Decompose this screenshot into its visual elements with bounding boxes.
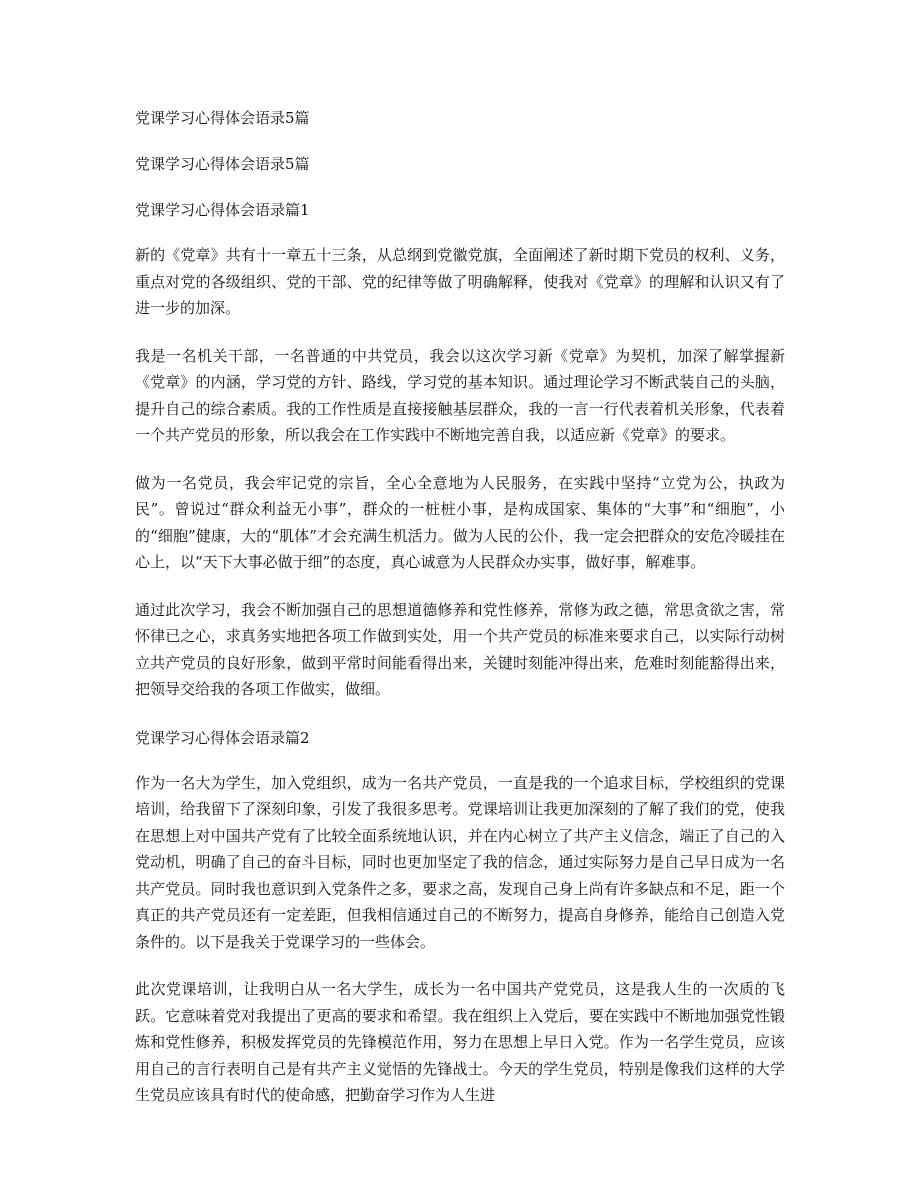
- section-2-paragraph-2: 此次党课培训，让我明白从一名大学生，成长为一名中国共产党党员，这是我人生的一次质的飞跃。它意味着党对我提出了更高的要求和希望。我在组织上入党后，要在实践中不断地加强党性锻炼和党性修养，积极发挥党员的先锋模范作用，努力在思想上早日入党。作为一名学生党员，应该用自己的言行表明自己是有共产主义觉悟的先锋战士。今天的学生党员，特别是像我们这样的大学生党员应该具有时代的使命感，把勤奋学习作为人生进: [135, 980, 785, 1104]
- section-1-paragraph-4: 通过此次学习，我会不断加强自己的思想道德修养和党性修养，常修为政之德，常思贪欲之害，常怀律已之心，求真务实地把各项工作做到实处，用一个共产党员的标准来要求自己，以实际行动树立共产党员的良好形象，做到平常时间能看得出来，关键时刻能冲得出来，危难时刻能豁得出来，把领导交给我的各项工作做实，做细。: [135, 600, 785, 698]
- document-page: [135, 104, 785, 1130]
- section-1-heading: 党课学习心得体会语录篇1: [135, 201, 310, 219]
- section-2-heading: 党课学习心得体会语录篇2: [135, 728, 310, 747]
- section-2-paragraph-1: 作为一名大为学生，加入党组织，成为一名共产党员，一直是我的一个追求目标，学校组织的党课培训，给我留下了深刻印象，引发了我很多思考。党课培训让我更加深刻的了解了我们的党，使我在思想上对中国共产党有了比较全面系统地认识，并在内心树立了共产主义信念，端正了自己的入党动机，明确了自己的奋斗目标，同时也更加坚定了我的信念，通过实际努力是自己早日成为一名共产党员。同时我也意识到入党条件之多，要求之高，发现自己身上尚有许多缺点和不足，距一个真正的共产党员还有一定差距，但我相信通过自己的不断努力，提高自身修养，能给自己创造入党条件的。以下是我关于党课学习的一些体会。: [135, 773, 785, 951]
- document-title: 党课学习心得体会语录5篇: [135, 109, 310, 127]
- document-subtitle: 党课学习心得体会语录5篇: [135, 155, 310, 173]
- section-1-paragraph-3: 做为一名党员，我会牢记党的宗旨，全心全意地为人民服务，在实践中坚持“立党为公，执政为民”。曾说过“群众利益无小事”，群众的一桩桩小事，是构成国家、集体的“大事”和“细胞”，小的“细胞”健康，大的“肌体”才会充满生机活力。做为人民的公仆，我一定会把群众的安危冷暖挂在心上，以“天下大事必做于细”的态度，真心诚意为人民群众办实事，做好事，解难事。: [135, 473, 785, 571]
- section-1-paragraph-2: 我是一名机关干部，一名普通的中共党员，我会以这次学习新《党章》为契机，加深了解掌握新《党章》的内涵，学习党的方针、路线，学习党的基本知识。通过理论学习不断武装自己的头脑，提升自己的综合素质。我的工作性质是直接接触基层群众，我的一言一行代表着机关形象，代表着一个共产党员的形象，所以我会在工作实践中不断地完善自我，以适应新《党章》的要求。: [135, 346, 785, 444]
- section-1-paragraph-1: 新的《党章》共有十一章五十三条，从总纲到党徽党旗，全面阐述了新时期下党员的权利、义务，重点对党的各级组织、党的干部、党的纪律等做了明确解释，使我对《党章》的理解和认识又有了进一步的加深。: [135, 246, 785, 317]
